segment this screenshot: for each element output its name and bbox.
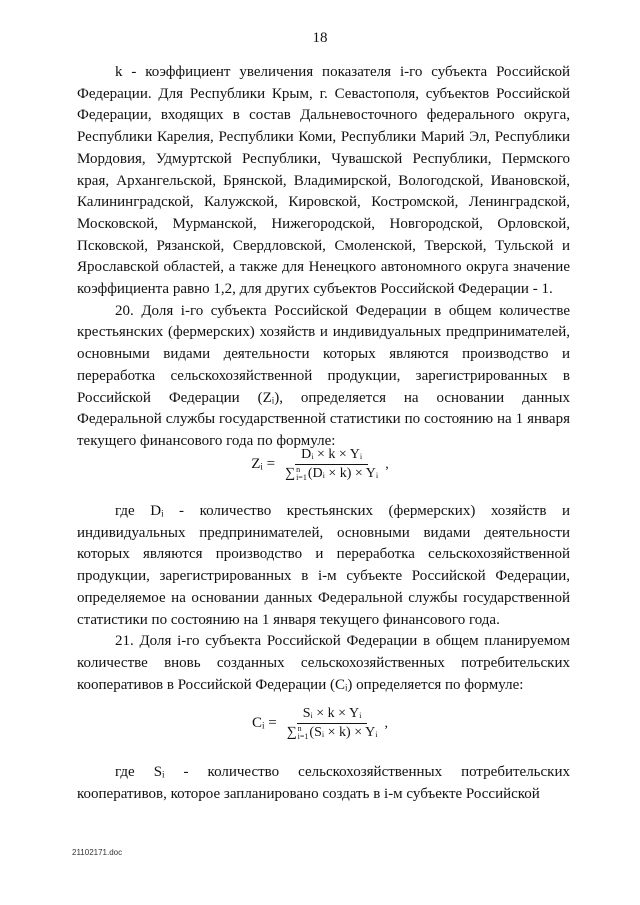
paragraph-item-21: 21. Доля i-го субъекта Российской Федерации в общем планируемом количестве вновь созданных сельскохозяйственных потребительских кооперативов в Российской Федерации (Cᵢ) определяется по формуле: xyxy=(77,633,570,693)
page-number: 18 xyxy=(312,30,328,46)
sum-upper-limit: n xyxy=(297,724,302,733)
formula-z-denominator-rest: (Dᵢ × k) × Yᵢ xyxy=(307,466,379,481)
text-block-definition-s xyxy=(77,762,570,805)
formula-c xyxy=(0,706,640,741)
text-block-definitions xyxy=(77,501,570,696)
formula-z-denominator xyxy=(281,465,382,482)
paragraph-definition-s: где Sᵢ - количество сельскохозяйственных потребительских кооперативов, которое запланировано создать в i-м субъекте Российской xyxy=(77,764,570,802)
sum-lower-limit: i=1 xyxy=(296,473,307,482)
formula-c-denominator xyxy=(283,724,382,741)
sum-limits xyxy=(296,466,307,482)
footer-filename: 21102171.doc xyxy=(72,848,123,857)
text-block-coefficient xyxy=(77,62,570,453)
paragraph-coefficient-k: k - коэффициент увеличения показателя i-го субъекта Российской Федерации. Для Республики Крым, г. Севастополя, субъектов Российской Федерации, входящих в состав Дальневосточного федерального округа, Республики Карелия, Республики Коми, Республики Марий Эл, Республики Мордовия, Удмуртской Республики, Чувашской Республики, Пермского края, Архангельской, Брянской, Владимирской, Вологодской, Ивановской, Калининградской, Калужской, Кировской, Костромской, Ленинградской, Московской, Мурманской, Нижегородской, Новгородской, Орловской, Псковской, Рязанской, Свердловской, Смоленской, Тверской, Тульской и Ярославской областей, а также для Ненецкого автономного округа значение коэффициента равно 1,2, для других субъектов Российской Федерации - 1. xyxy=(77,64,570,298)
formula-z-fraction xyxy=(281,447,382,482)
formula-c-comma: , xyxy=(384,715,388,731)
sum-upper-limit: n xyxy=(296,465,301,474)
formula-c-denominator-rest: (Sᵢ × k) × Yᵢ xyxy=(309,725,378,740)
formula-c-numerator: Sᵢ × k × Yᵢ xyxy=(297,706,368,724)
formula-z xyxy=(0,447,640,482)
paragraph-definition-d: где Dᵢ - количество крестьянских (фермерских) хозяйств и индивидуальных предпринимателей, основными видами деятельности которых являются производство и переработка сельскохозяйственной продукции, зарегистрированных в i-м субъекте Российской Федерации, определяемое на основании данных Федеральной службы государственной статистики по состоянию на 1 января текущего финансового года. xyxy=(77,503,570,628)
formula-z-lhs: Zᵢ = xyxy=(251,456,276,472)
formula-c-fraction xyxy=(283,706,382,741)
formula-c-lhs: Cᵢ = xyxy=(252,715,277,731)
sum-symbol: ∑ xyxy=(286,725,297,740)
formula-z-comma: , xyxy=(385,456,389,472)
sum-symbol: ∑ xyxy=(285,466,296,481)
sum-limits xyxy=(298,725,309,741)
formula-z-numerator: Dᵢ × k × Yᵢ xyxy=(295,447,368,465)
sum-lower-limit: i=1 xyxy=(297,732,309,741)
paragraph-item-20: 20. Доля i-го субъекта Российской Федерации в общем количестве крестьянских (фермерских) хозяйств и индивидуальных предпринимателей, основными видами деятельности которых являются производство и переработка сельскохозяйственной продукции, зарегистрированных в Российской Федерации (Zᵢ), определяется на основании данных Федеральной службы государственной статистики по состоянию на 1 января текущего финансового года по формуле: xyxy=(77,302,570,449)
